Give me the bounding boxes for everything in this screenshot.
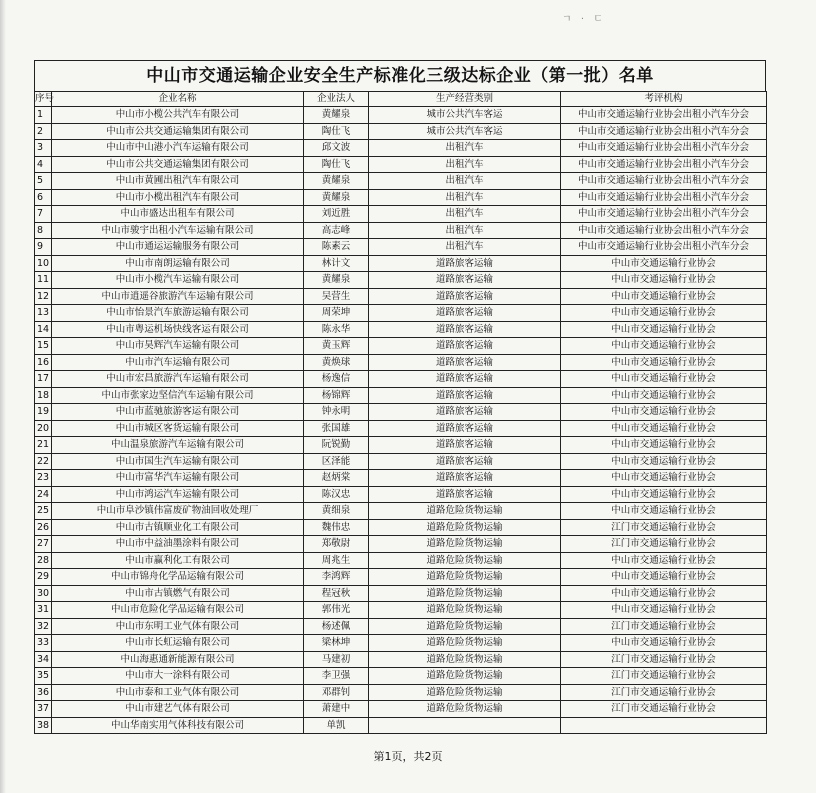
cell-legal-person: 陈永华 bbox=[304, 321, 369, 338]
table-row bbox=[35, 569, 767, 586]
cell-business-type: 道路危险货物运输 bbox=[369, 668, 561, 685]
cell-legal-person: 钟永明 bbox=[304, 404, 369, 421]
cell-company-name: 中山市小榄公共汽车有限公司 bbox=[52, 107, 304, 124]
cell-legal-person: 赵炳棠 bbox=[304, 470, 369, 487]
table-row bbox=[35, 519, 767, 536]
company-table bbox=[34, 91, 767, 734]
cell-legal-person: 陈汉忠 bbox=[304, 486, 369, 503]
table-row bbox=[35, 701, 767, 718]
cell-company-name: 中山华南实用气体科技有限公司 bbox=[52, 717, 304, 734]
cell-business-type: 道路危险货物运输 bbox=[369, 585, 561, 602]
cell-company-name: 中山市黄圃出租汽车有限公司 bbox=[52, 173, 304, 190]
cell-seq: 20 bbox=[35, 420, 52, 437]
cell-legal-person: 单凯 bbox=[304, 717, 369, 734]
cell-business-type: 道路旅客运输 bbox=[369, 437, 561, 454]
table-row bbox=[35, 602, 767, 619]
cell-legal-person: 张国雄 bbox=[304, 420, 369, 437]
cell-legal-person: 程冠秋 bbox=[304, 585, 369, 602]
cell-evaluation-org: 中山市交通运输行业协会 bbox=[561, 420, 767, 437]
cell-company-name: 中山市骏宇出租小汽车运输有限公司 bbox=[52, 222, 304, 239]
cell-seq: 32 bbox=[35, 618, 52, 635]
table-row bbox=[35, 189, 767, 206]
cell-seq: 26 bbox=[35, 519, 52, 536]
cell-legal-person: 黄玉辉 bbox=[304, 338, 369, 355]
cell-evaluation-org: 中山市交通运输行业协会 bbox=[561, 288, 767, 305]
table-row bbox=[35, 503, 767, 520]
cell-business-type: 道路危险货物运输 bbox=[369, 701, 561, 718]
cell-evaluation-org: 江门市交通运输行业协会 bbox=[561, 684, 767, 701]
cell-business-type: 道路危险货物运输 bbox=[369, 536, 561, 553]
cell-company-name: 中山市东明工业气体有限公司 bbox=[52, 618, 304, 635]
cell-evaluation-org: 中山市交通运输行业协会 bbox=[561, 371, 767, 388]
cell-legal-person: 梁林坤 bbox=[304, 635, 369, 652]
cell-seq: 11 bbox=[35, 272, 52, 289]
cell-business-type: 道路危险货物运输 bbox=[369, 618, 561, 635]
table-header-row bbox=[35, 92, 767, 107]
cell-legal-person: 邱文波 bbox=[304, 140, 369, 157]
cell-seq: 37 bbox=[35, 701, 52, 718]
cell-company-name: 中山市中益油墨涂料有限公司 bbox=[52, 536, 304, 553]
table-row bbox=[35, 354, 767, 371]
cell-seq: 27 bbox=[35, 536, 52, 553]
cell-company-name: 中山市通运运输服务有限公司 bbox=[52, 239, 304, 256]
cell-seq: 16 bbox=[35, 354, 52, 371]
table-row bbox=[35, 536, 767, 553]
cell-business-type: 道路旅客运输 bbox=[369, 470, 561, 487]
cell-company-name: 中山市小榄出租汽车有限公司 bbox=[52, 189, 304, 206]
cell-seq: 9 bbox=[35, 239, 52, 256]
table-row bbox=[35, 486, 767, 503]
cell-seq: 31 bbox=[35, 602, 52, 619]
cell-seq: 10 bbox=[35, 255, 52, 272]
cell-business-type: 道路旅客运输 bbox=[369, 486, 561, 503]
table-row bbox=[35, 206, 767, 223]
cell-seq: 15 bbox=[35, 338, 52, 355]
cell-company-name: 中山市南朗运输有限公司 bbox=[52, 255, 304, 272]
cell-evaluation-org: 中山市交通运输行业协会 bbox=[561, 470, 767, 487]
table-row bbox=[35, 387, 767, 404]
cell-seq: 4 bbox=[35, 156, 52, 173]
table-row bbox=[35, 255, 767, 272]
cell-seq: 22 bbox=[35, 453, 52, 470]
cell-legal-person: 萧建中 bbox=[304, 701, 369, 718]
cell-company-name: 中山市国生汽车运输有限公司 bbox=[52, 453, 304, 470]
cell-legal-person: 阮锐勤 bbox=[304, 437, 369, 454]
cell-business-type: 道路旅客运输 bbox=[369, 420, 561, 437]
cell-legal-person: 邓群钊 bbox=[304, 684, 369, 701]
table-row bbox=[35, 717, 767, 734]
cell-legal-person: 黄耀泉 bbox=[304, 189, 369, 206]
cell-seq: 34 bbox=[35, 651, 52, 668]
cell-business-type: 道路旅客运输 bbox=[369, 371, 561, 388]
cell-seq: 30 bbox=[35, 585, 52, 602]
cell-seq: 6 bbox=[35, 189, 52, 206]
cell-company-name: 中山市泰和工业气体有限公司 bbox=[52, 684, 304, 701]
cell-evaluation-org: 中山市交通运输行业协会 bbox=[561, 354, 767, 371]
cell-legal-person: 周荣坤 bbox=[304, 305, 369, 322]
cell-evaluation-org: 江门市交通运输行业协会 bbox=[561, 651, 767, 668]
cell-legal-person: 李卫强 bbox=[304, 668, 369, 685]
cell-legal-person: 郭伟光 bbox=[304, 602, 369, 619]
cell-seq: 2 bbox=[35, 123, 52, 140]
cell-company-name: 中山市盛达出租车有限公司 bbox=[52, 206, 304, 223]
cell-business-type: 出租汽车 bbox=[369, 173, 561, 190]
cell-legal-person: 陶仕飞 bbox=[304, 156, 369, 173]
cell-company-name: 中山市鸿运汽车运输有限公司 bbox=[52, 486, 304, 503]
cell-legal-person: 周兆生 bbox=[304, 552, 369, 569]
cell-legal-person: 杨述佩 bbox=[304, 618, 369, 635]
cell-legal-person: 陈素云 bbox=[304, 239, 369, 256]
cell-seq: 17 bbox=[35, 371, 52, 388]
header-org: 考评机构 bbox=[561, 92, 767, 107]
page-title: 中山市交通运输企业安全生产标准化三级达标企业（第一批）名单 bbox=[34, 60, 766, 91]
cell-seq: 28 bbox=[35, 552, 52, 569]
cell-business-type: 出租汽车 bbox=[369, 156, 561, 173]
cell-seq: 13 bbox=[35, 305, 52, 322]
cell-company-name: 中山市古镇顺业化工有限公司 bbox=[52, 519, 304, 536]
cell-evaluation-org: 中山市交通运输行业协会 bbox=[561, 453, 767, 470]
cell-legal-person: 杨锦辉 bbox=[304, 387, 369, 404]
cell-seq: 19 bbox=[35, 404, 52, 421]
cell-company-name: 中山市小榄汽车运输有限公司 bbox=[52, 272, 304, 289]
cell-legal-person: 区泽能 bbox=[304, 453, 369, 470]
cell-business-type: 道路危险货物运输 bbox=[369, 569, 561, 586]
cell-company-name: 中山市汽车运输有限公司 bbox=[52, 354, 304, 371]
table-row bbox=[35, 123, 767, 140]
cell-evaluation-org: 中山市交通运输行业协会出租小汽车分会 bbox=[561, 239, 767, 256]
cell-evaluation-org bbox=[561, 717, 767, 734]
header-legal: 企业法人 bbox=[304, 92, 369, 107]
table-body bbox=[35, 107, 767, 734]
table-row bbox=[35, 371, 767, 388]
cell-evaluation-org: 中山市交通运输行业协会出租小汽车分会 bbox=[561, 189, 767, 206]
table-row bbox=[35, 552, 767, 569]
cell-business-type: 道路危险货物运输 bbox=[369, 635, 561, 652]
cell-business-type: 道路旅客运输 bbox=[369, 321, 561, 338]
cell-business-type: 道路危险货物运输 bbox=[369, 684, 561, 701]
cell-business-type: 道路旅客运输 bbox=[369, 387, 561, 404]
cell-business-type: 出租汽车 bbox=[369, 140, 561, 157]
cell-evaluation-org: 江门市交通运输行业协会 bbox=[561, 536, 767, 553]
table-row bbox=[35, 668, 767, 685]
cell-company-name: 中山市怡景汽车旅游运输有限公司 bbox=[52, 305, 304, 322]
cell-company-name: 中山市昊辉汽车运输有限公司 bbox=[52, 338, 304, 355]
table-row bbox=[35, 222, 767, 239]
document-sheet bbox=[34, 60, 766, 734]
cell-company-name: 中山市危险化学品运输有限公司 bbox=[52, 602, 304, 619]
cell-evaluation-org: 中山市交通运输行业协会出租小汽车分会 bbox=[561, 156, 767, 173]
cell-company-name: 中山市赢利化工有限公司 bbox=[52, 552, 304, 569]
cell-company-name: 中山市锦舟化学品运输有限公司 bbox=[52, 569, 304, 586]
table-row bbox=[35, 173, 767, 190]
table-row bbox=[35, 404, 767, 421]
cell-legal-person: 黄细泉 bbox=[304, 503, 369, 520]
cell-evaluation-org: 中山市交通运输行业协会 bbox=[561, 437, 767, 454]
cell-evaluation-org: 中山市交通运输行业协会出租小汽车分会 bbox=[561, 173, 767, 190]
cell-legal-person: 郑敬尉 bbox=[304, 536, 369, 553]
cell-evaluation-org: 江门市交通运输行业协会 bbox=[561, 668, 767, 685]
cell-seq: 25 bbox=[35, 503, 52, 520]
cell-evaluation-org: 中山市交通运输行业协会出租小汽车分会 bbox=[561, 206, 767, 223]
table-row bbox=[35, 618, 767, 635]
cell-business-type: 出租汽车 bbox=[369, 222, 561, 239]
cell-company-name: 中山市富华汽车运输有限公司 bbox=[52, 470, 304, 487]
cell-seq: 8 bbox=[35, 222, 52, 239]
page-footer: 第1页，共2页 bbox=[373, 750, 443, 763]
cell-business-type: 道路旅客运输 bbox=[369, 338, 561, 355]
cell-evaluation-org: 中山市交通运输行业协会 bbox=[561, 635, 767, 652]
cell-company-name: 中山市蓝驰旅游客运有限公司 bbox=[52, 404, 304, 421]
cell-business-type: 道路危险货物运输 bbox=[369, 552, 561, 569]
table-row bbox=[35, 651, 767, 668]
cell-legal-person: 黄焕球 bbox=[304, 354, 369, 371]
cell-company-name: 中山海惠通新能源有限公司 bbox=[52, 651, 304, 668]
cell-seq: 18 bbox=[35, 387, 52, 404]
cell-business-type: 道路危险货物运输 bbox=[369, 503, 561, 520]
cell-legal-person: 陶仕飞 bbox=[304, 123, 369, 140]
scan-mark: ㄱ · ㄷ bbox=[562, 14, 606, 25]
cell-evaluation-org: 中山市交通运输行业协会 bbox=[561, 569, 767, 586]
cell-evaluation-org: 中山市交通运输行业协会 bbox=[561, 321, 767, 338]
cell-evaluation-org: 中山市交通运输行业协会 bbox=[561, 387, 767, 404]
cell-legal-person: 刘近胜 bbox=[304, 206, 369, 223]
table-row bbox=[35, 437, 767, 454]
table-row bbox=[35, 470, 767, 487]
cell-legal-person: 杨逸信 bbox=[304, 371, 369, 388]
cell-business-type: 出租汽车 bbox=[369, 206, 561, 223]
cell-seq: 3 bbox=[35, 140, 52, 157]
cell-business-type: 道路旅客运输 bbox=[369, 305, 561, 322]
cell-seq: 33 bbox=[35, 635, 52, 652]
cell-seq: 38 bbox=[35, 717, 52, 734]
table-row bbox=[35, 684, 767, 701]
cell-seq: 14 bbox=[35, 321, 52, 338]
cell-evaluation-org: 中山市交通运输行业协会 bbox=[561, 602, 767, 619]
cell-company-name: 中山市大一涂料有限公司 bbox=[52, 668, 304, 685]
cell-business-type: 道路旅客运输 bbox=[369, 404, 561, 421]
table-row bbox=[35, 140, 767, 157]
cell-company-name: 中山市建艺气体有限公司 bbox=[52, 701, 304, 718]
cell-seq: 35 bbox=[35, 668, 52, 685]
cell-seq: 7 bbox=[35, 206, 52, 223]
table-row bbox=[35, 635, 767, 652]
cell-evaluation-org: 中山市交通运输行业协会 bbox=[561, 585, 767, 602]
cell-business-type: 出租汽车 bbox=[369, 189, 561, 206]
cell-evaluation-org: 中山市交通运输行业协会出租小汽车分会 bbox=[561, 123, 767, 140]
cell-legal-person: 李鸿辉 bbox=[304, 569, 369, 586]
cell-evaluation-org: 中山市交通运输行业协会 bbox=[561, 272, 767, 289]
cell-business-type: 道路旅客运输 bbox=[369, 255, 561, 272]
cell-company-name: 中山市粤运机场快线客运有限公司 bbox=[52, 321, 304, 338]
header-type: 生产经营类别 bbox=[369, 92, 561, 107]
cell-seq: 36 bbox=[35, 684, 52, 701]
cell-seq: 23 bbox=[35, 470, 52, 487]
cell-company-name: 中山市长虹运输有限公司 bbox=[52, 635, 304, 652]
cell-company-name: 中山市逍遥谷旅游汽车运输有限公司 bbox=[52, 288, 304, 305]
cell-seq: 24 bbox=[35, 486, 52, 503]
cell-seq: 12 bbox=[35, 288, 52, 305]
cell-company-name: 中山市宏昌旅游汽车运输有限公司 bbox=[52, 371, 304, 388]
cell-company-name: 中山市张家边坚信汽车运输有限公司 bbox=[52, 387, 304, 404]
cell-evaluation-org: 中山市交通运输行业协会 bbox=[561, 255, 767, 272]
cell-legal-person: 黄耀泉 bbox=[304, 173, 369, 190]
cell-legal-person: 高志峰 bbox=[304, 222, 369, 239]
cell-evaluation-org: 中山市交通运输行业协会 bbox=[561, 338, 767, 355]
cell-evaluation-org: 江门市交通运输行业协会 bbox=[561, 519, 767, 536]
cell-legal-person: 马建初 bbox=[304, 651, 369, 668]
table-row bbox=[35, 305, 767, 322]
table-row bbox=[35, 156, 767, 173]
cell-legal-person: 黄耀泉 bbox=[304, 107, 369, 124]
cell-legal-person: 魏伟忠 bbox=[304, 519, 369, 536]
cell-evaluation-org: 中山市交通运输行业协会 bbox=[561, 552, 767, 569]
cell-seq: 1 bbox=[35, 107, 52, 124]
cell-company-name: 中山温泉旅游汽车运输有限公司 bbox=[52, 437, 304, 454]
cell-business-type: 城市公共汽车客运 bbox=[369, 123, 561, 140]
scan-edge-shadow bbox=[0, 0, 6, 793]
table-row bbox=[35, 585, 767, 602]
cell-company-name: 中山市古镇燃气有限公司 bbox=[52, 585, 304, 602]
cell-evaluation-org: 中山市交通运输行业协会出租小汽车分会 bbox=[561, 107, 767, 124]
table-row bbox=[35, 420, 767, 437]
cell-evaluation-org: 江门市交通运输行业协会 bbox=[561, 701, 767, 718]
cell-seq: 21 bbox=[35, 437, 52, 454]
cell-business-type: 出租汽车 bbox=[369, 239, 561, 256]
cell-business-type: 道路旅客运输 bbox=[369, 288, 561, 305]
cell-business-type: 道路旅客运输 bbox=[369, 354, 561, 371]
cell-company-name: 中山市公共交通运输集团有限公司 bbox=[52, 156, 304, 173]
table-row bbox=[35, 453, 767, 470]
cell-business-type: 道路危险货物运输 bbox=[369, 602, 561, 619]
table-row bbox=[35, 239, 767, 256]
cell-evaluation-org: 江门市交通运输行业协会 bbox=[561, 618, 767, 635]
table-row bbox=[35, 321, 767, 338]
cell-seq: 5 bbox=[35, 173, 52, 190]
cell-company-name: 中山市公共交通运输集团有限公司 bbox=[52, 123, 304, 140]
cell-company-name: 中山市阜沙镇伟富废矿物油回收处理厂 bbox=[52, 503, 304, 520]
table-row bbox=[35, 288, 767, 305]
cell-evaluation-org: 中山市交通运输行业协会出租小汽车分会 bbox=[561, 140, 767, 157]
cell-business-type: 城市公共汽车客运 bbox=[369, 107, 561, 124]
cell-legal-person: 林计文 bbox=[304, 255, 369, 272]
cell-business-type: 道路危险货物运输 bbox=[369, 519, 561, 536]
cell-legal-person: 黄耀泉 bbox=[304, 272, 369, 289]
cell-company-name: 中山市中山港小汽车运输有限公司 bbox=[52, 140, 304, 157]
cell-company-name: 中山市城区客货运输有限公司 bbox=[52, 420, 304, 437]
cell-business-type: 道路旅客运输 bbox=[369, 453, 561, 470]
header-seq: 序号 bbox=[35, 92, 52, 107]
table-row bbox=[35, 107, 767, 124]
cell-seq: 29 bbox=[35, 569, 52, 586]
header-name: 企业名称 bbox=[52, 92, 304, 107]
cell-evaluation-org: 中山市交通运输行业协会出租小汽车分会 bbox=[561, 222, 767, 239]
table-row bbox=[35, 338, 767, 355]
cell-legal-person: 吴营生 bbox=[304, 288, 369, 305]
cell-evaluation-org: 中山市交通运输行业协会 bbox=[561, 404, 767, 421]
cell-business-type: 道路危险货物运输 bbox=[369, 651, 561, 668]
cell-business-type bbox=[369, 717, 561, 734]
table-row bbox=[35, 272, 767, 289]
cell-evaluation-org: 中山市交通运输行业协会 bbox=[561, 503, 767, 520]
cell-business-type: 道路旅客运输 bbox=[369, 272, 561, 289]
cell-evaluation-org: 中山市交通运输行业协会 bbox=[561, 486, 767, 503]
cell-evaluation-org: 中山市交通运输行业协会 bbox=[561, 305, 767, 322]
